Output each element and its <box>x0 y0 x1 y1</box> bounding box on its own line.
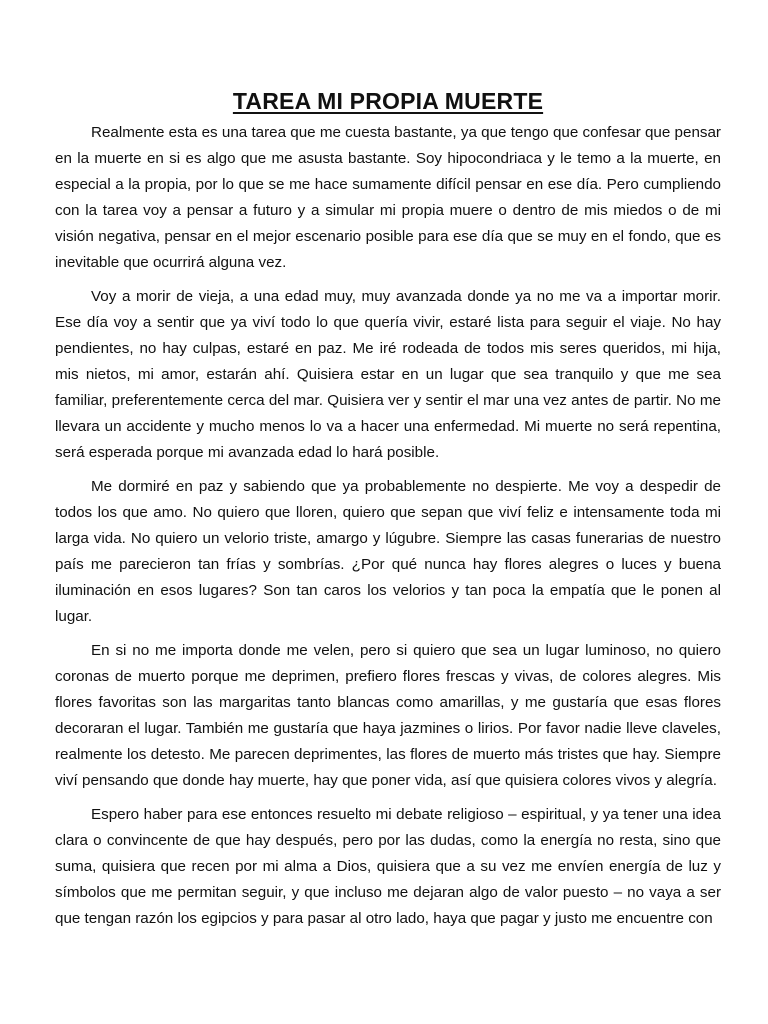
paragraph-4: En si no me importa donde me velen, pero si quiero que sea un lugar luminoso, no quiero coronas de muerto porque me deprimen, prefiero flores frescas y vivas, de colores alegres. Mis flores favoritas son las margaritas tanto blancas como amarillas, y me gustaría que esas flores decoraran el lugar. También me gustaría que haya jazmines o lirios. Por favor nadie lleve claveles, realmente los detesto. Me parecen deprimentes, las flores de muerto más tristes que hay. Siempre viví pensando que donde hay muerte, hay que poner vida, así que quisiera colores vivos y alegría. <box>55 642 721 789</box>
paragraph-5: Espero haber para ese entonces resuelto mi debate religioso – espiritual, y ya tener una idea clara o convincente de que hay después, pero por las dudas, como la energía no resta, sino que suma, quisiera que recen por mi alma a Dios, quisiera que a su vez me envíen energía de luz y símbolos que me permitan seguir, y que incluso me dejaran algo de valor puesto – no vaya a ser que tengan razón los egipcios y para pasar al otro lado, haya que pagar y justo me encuentre con <box>55 806 721 927</box>
paragraph-3: Me dormiré en paz y sabiendo que ya probablemente no despierte. Me voy a despedir de todos los que amo. No quiero que lloren, quiero que sepan que viví feliz e intensamente toda mi larga vida. No quiero un velorio triste, amargo y lúgubre. Siempre las casas funerarias de nuestro país me parecieron tan frías y sombrías. ¿Por qué nunca hay flores alegres o luces y buena iluminación en esos lugares? Son tan caros los velorios y tan poca la empatía que le ponen al lugar. <box>55 478 721 625</box>
paragraph-1: Realmente esta es una tarea que me cuesta bastante, ya que tengo que confesar que pensar en la muerte en si es algo que me asusta bastante. Soy hipocondriaca y le temo a la muerte, en especial a la propia, por lo que se me hace sumamente difícil pensar en ese día. Pero cumpliendo con la tarea voy a pensar a futuro y a simular mi propia muere o dentro de mis miedos o de mi visión negativa, pensar en el mejor escenario posible para ese día que se muy en el fondo, que es inevitable que ocurrirá alguna vez. <box>55 124 721 271</box>
document-title: TAREA MI PROPIA MUERTE <box>232 88 544 114</box>
paragraph-2: Voy a morir de vieja, a una edad muy, muy avanzada donde ya no me va a importar morir. Ese día voy a sentir que ya viví todo lo que quería vivir, estaré lista para seguir el viaje. No hay pendientes, no hay culpas, estaré en paz. Me iré rodeada de todos mis seres queridos, mi hija, mis nietos, mi amor, estarán ahí. Quisiera estar en un lugar que sea tranquilo y que me sea familiar, preferentemente cerca del mar. Quisiera ver y sentir el mar una vez antes de partir. No me llevara un accidente y mucho menos lo va a hacer una enfermedad. Mi muerte no será repentina, será esperada porque mi avanzada edad lo hará posible. <box>55 288 721 461</box>
